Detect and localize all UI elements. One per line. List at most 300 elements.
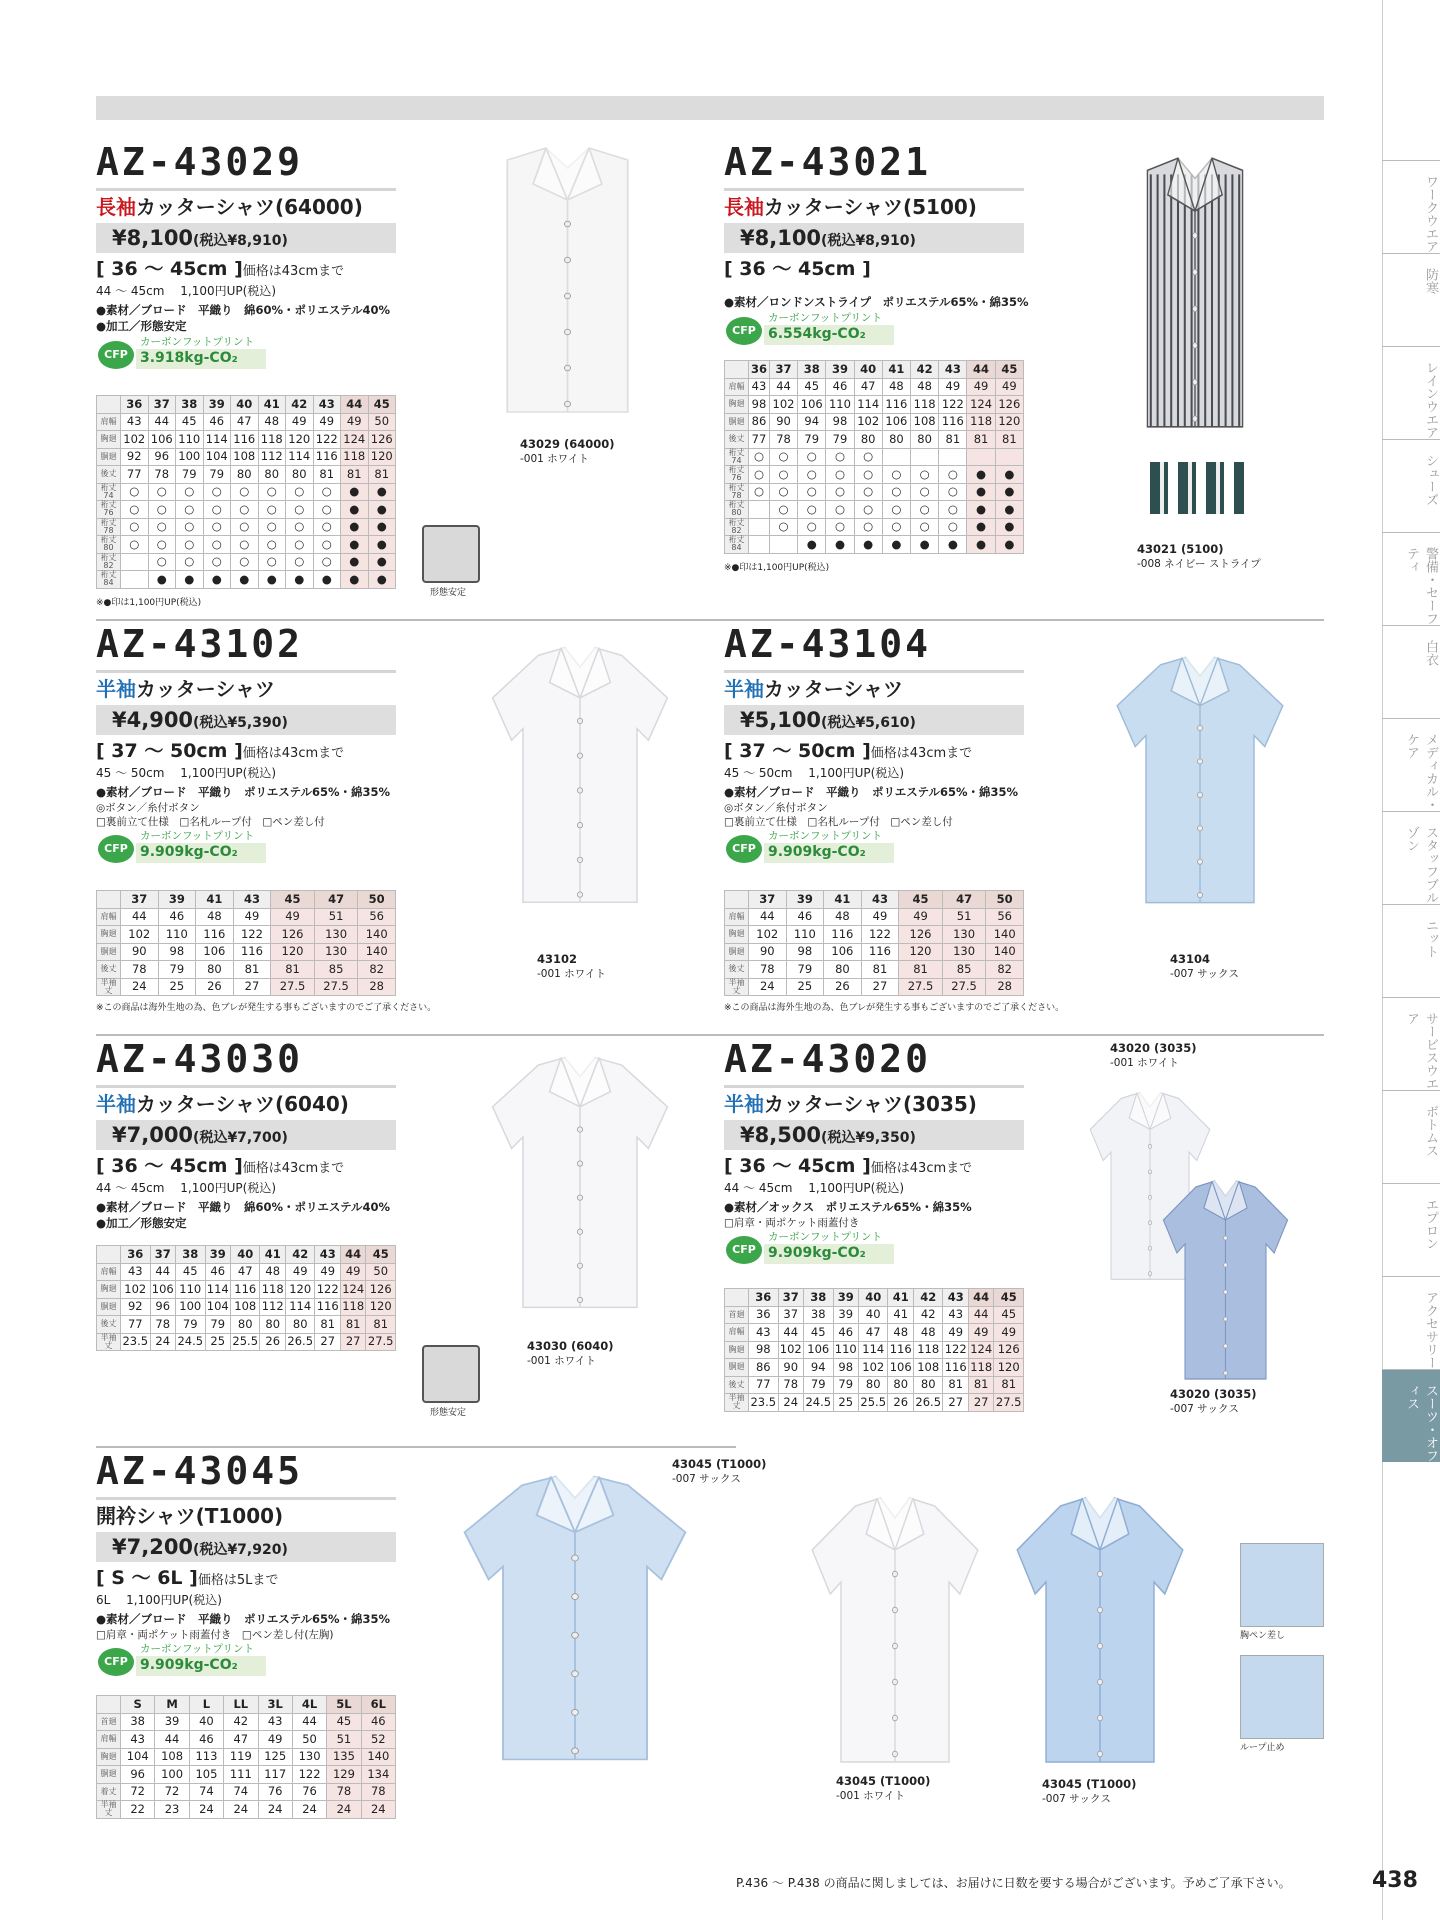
table-cell: 120 bbox=[368, 448, 396, 466]
row-label: 裄丈84 bbox=[97, 571, 121, 589]
table-cell: 26 bbox=[888, 1394, 913, 1412]
size-note: 価格は5Lまで bbox=[197, 1573, 279, 1588]
price: ¥4,900 bbox=[112, 708, 194, 732]
table-cell: 130 bbox=[314, 943, 358, 961]
table-cell: 140 bbox=[986, 943, 1024, 961]
table-cell: ○ bbox=[798, 466, 826, 484]
table-cell: ○ bbox=[854, 501, 882, 519]
table-cell: 43 bbox=[121, 1263, 151, 1281]
table-cell: ○ bbox=[121, 536, 149, 554]
table-cell: 102 bbox=[749, 926, 787, 944]
table-cell: 118 bbox=[913, 1341, 943, 1359]
table-cell: 106 bbox=[824, 943, 862, 961]
table-row bbox=[725, 431, 1024, 449]
table-cell: 98 bbox=[786, 943, 824, 961]
row-label: 裄丈76 bbox=[97, 501, 121, 519]
table-cell: 106 bbox=[803, 1341, 833, 1359]
table-cell: 46 bbox=[361, 1713, 395, 1731]
table-cell bbox=[121, 571, 149, 589]
side-tab[interactable]: スタッフブルゾン bbox=[1382, 811, 1440, 904]
table-cell: ● bbox=[286, 571, 314, 589]
table-cell: ○ bbox=[203, 501, 231, 519]
table-cell: ● bbox=[231, 571, 259, 589]
table-header: 41 bbox=[196, 891, 234, 909]
table-cell: 81 bbox=[968, 1376, 993, 1394]
price-tax: (税込¥7,920) bbox=[193, 1542, 288, 1558]
sleeve-type: 長袖 bbox=[96, 195, 136, 219]
product-name: 開衿シャツ(T1000) bbox=[96, 1504, 284, 1528]
row-label: 裄丈82 bbox=[725, 518, 749, 536]
table-row bbox=[725, 978, 1024, 996]
product-title bbox=[96, 1094, 349, 1114]
table-cell: 106 bbox=[150, 1281, 175, 1299]
table-cell: 119 bbox=[224, 1748, 258, 1766]
caption-code: 43020 (3035) bbox=[1170, 1387, 1257, 1401]
table-cell: 124 bbox=[968, 1341, 993, 1359]
side-tab[interactable]: シューズ bbox=[1382, 439, 1440, 532]
cfp-badge: CFP bbox=[98, 1648, 134, 1676]
section-divider bbox=[724, 619, 1324, 621]
material-spec: ●素材／ブロード 平織り ポリエステル65%・綿35% bbox=[96, 1612, 391, 1626]
table-cell: ● bbox=[176, 571, 204, 589]
shirt-image bbox=[805, 1490, 985, 1770]
table-cell: ○ bbox=[769, 483, 797, 501]
side-tab[interactable]: ニット bbox=[1382, 904, 1440, 997]
table-row bbox=[725, 1359, 1024, 1377]
shirt-image bbox=[1110, 150, 1280, 435]
table-row bbox=[725, 908, 1024, 926]
table-cell: 38 bbox=[803, 1306, 833, 1324]
table-header: 37 bbox=[778, 1289, 803, 1307]
table-header: 38 bbox=[803, 1289, 833, 1307]
table-cell: 108 bbox=[230, 1298, 260, 1316]
side-tab[interactable]: サービスウエア bbox=[1382, 997, 1440, 1090]
cfp-value: 9.909kg-CO₂ bbox=[136, 1656, 266, 1676]
table-cell: ○ bbox=[203, 483, 231, 501]
table-cell: 49 bbox=[340, 1263, 365, 1281]
side-tab[interactable]: 防寒 bbox=[1382, 253, 1440, 346]
table-cell: 44 bbox=[968, 1306, 993, 1324]
table-cell: 81 bbox=[313, 466, 341, 484]
table-cell: 77 bbox=[749, 1376, 779, 1394]
table-cell: ○ bbox=[769, 518, 797, 536]
table-cell: 78 bbox=[327, 1783, 361, 1801]
product-name: カッターシャツ(3035) bbox=[764, 1092, 977, 1116]
fabric-swatch bbox=[1150, 462, 1244, 514]
row-label: 胸廻 bbox=[97, 926, 121, 944]
table-cell: ○ bbox=[231, 536, 259, 554]
table-row bbox=[97, 1766, 396, 1784]
table-cell: 129 bbox=[327, 1766, 361, 1784]
table-header: M bbox=[155, 1696, 189, 1714]
side-tab[interactable]: 白衣 bbox=[1382, 625, 1440, 718]
table-cell: 72 bbox=[121, 1783, 155, 1801]
cfp-badge: CFP bbox=[726, 1236, 762, 1264]
cfp-label: カーボンフットプリント bbox=[768, 312, 883, 324]
table-row bbox=[97, 961, 396, 979]
table-cell: 79 bbox=[826, 431, 854, 449]
side-tab[interactable]: レインウエア bbox=[1382, 346, 1440, 439]
table-cell: 46 bbox=[205, 1263, 230, 1281]
row-label: 肩幅 bbox=[97, 1731, 121, 1749]
table-cell: ● bbox=[368, 501, 396, 519]
option-line: □肩章・両ポケット雨蓋付き bbox=[724, 1217, 860, 1229]
table-cell: ○ bbox=[148, 518, 176, 536]
corner-cell bbox=[725, 891, 749, 909]
table-cell: ○ bbox=[231, 553, 259, 571]
table-cell: ○ bbox=[882, 501, 910, 519]
table-header: 47 bbox=[942, 891, 986, 909]
side-tab[interactable]: アクセサリー bbox=[1382, 1276, 1440, 1369]
table-cell: 39 bbox=[155, 1713, 189, 1731]
table-cell: 94 bbox=[798, 413, 826, 431]
table-cell: 140 bbox=[358, 943, 396, 961]
table-cell: 80 bbox=[196, 961, 234, 979]
cfp-label: カーボンフットプリント bbox=[768, 1231, 883, 1243]
section-divider bbox=[724, 1034, 1324, 1036]
table-cell: ○ bbox=[258, 536, 286, 554]
icon-label: 形態安定 bbox=[430, 588, 467, 598]
price-box bbox=[96, 1532, 396, 1562]
table-cell: 27.5 bbox=[942, 978, 986, 996]
table-header: 45 bbox=[368, 396, 396, 414]
price-box bbox=[96, 705, 396, 735]
table-cell: 90 bbox=[778, 1359, 803, 1377]
table-cell: ○ bbox=[854, 483, 882, 501]
table-cell: 24 bbox=[150, 1333, 175, 1351]
table-cell: 122 bbox=[939, 396, 967, 414]
row-label: 半袖丈 bbox=[97, 978, 121, 996]
row-label: 肩幅 bbox=[725, 908, 749, 926]
table-cell: 49 bbox=[271, 908, 315, 926]
table-cell: ○ bbox=[121, 501, 149, 519]
table-cell: 49 bbox=[967, 378, 995, 396]
row-label: 後丈 bbox=[725, 1376, 749, 1394]
product-name: カッターシャツ bbox=[764, 677, 903, 701]
table-row bbox=[725, 483, 1024, 501]
row-label: 半袖丈 bbox=[97, 1333, 121, 1351]
table-cell: 45 bbox=[994, 1306, 1024, 1324]
table-cell: 49 bbox=[233, 908, 271, 926]
row-label: 半袖丈 bbox=[97, 1801, 121, 1819]
table-header: 37 bbox=[121, 891, 159, 909]
table-cell: ● bbox=[967, 466, 995, 484]
table-header: LL bbox=[224, 1696, 258, 1714]
model-number: AZ-43102 bbox=[96, 622, 304, 666]
table-cell: ○ bbox=[939, 501, 967, 519]
model-number: AZ-43029 bbox=[96, 140, 304, 184]
sleeve-type: 半袖 bbox=[724, 677, 764, 701]
image-caption bbox=[836, 1775, 930, 1803]
model-underline bbox=[724, 188, 1024, 191]
image-caption bbox=[672, 1458, 766, 1486]
table-cell: 122 bbox=[292, 1766, 326, 1784]
table-cell: 46 bbox=[189, 1731, 223, 1749]
size-table bbox=[96, 395, 396, 589]
table-cell: 78 bbox=[150, 1316, 175, 1334]
table-cell: 116 bbox=[231, 431, 259, 449]
table-header: 38 bbox=[176, 396, 204, 414]
footer-note: P.436 ～ P.438 の商品に関しましては、お届けに日数を要する場合がございます。予めご了承下さい。 bbox=[736, 1876, 1291, 1890]
table-cell: 27 bbox=[340, 1333, 365, 1351]
side-tab[interactable]: 警備・セーフティ bbox=[1382, 532, 1440, 625]
table-row bbox=[97, 943, 396, 961]
corner-cell bbox=[97, 1696, 121, 1714]
table-cell: 108 bbox=[231, 448, 259, 466]
side-tab[interactable]: エプロン bbox=[1382, 1183, 1440, 1276]
table-header: 37 bbox=[148, 396, 176, 414]
table-cell: 76 bbox=[258, 1783, 292, 1801]
table-cell: 122 bbox=[233, 926, 271, 944]
detail-image bbox=[1240, 1655, 1324, 1739]
side-tab[interactable]: メディカル・ケア bbox=[1382, 718, 1440, 811]
table-cell: 24 bbox=[749, 978, 787, 996]
table-cell: 120 bbox=[366, 1298, 396, 1316]
table-cell: 41 bbox=[888, 1306, 913, 1324]
table-header: 37 bbox=[150, 1246, 175, 1264]
table-header: 39 bbox=[205, 1246, 230, 1264]
table-cell: ● bbox=[967, 536, 995, 554]
sleeve-type: 半袖 bbox=[96, 1092, 136, 1116]
table-cell: 125 bbox=[258, 1748, 292, 1766]
table-cell: 81 bbox=[994, 1376, 1024, 1394]
table-cell: 81 bbox=[861, 961, 899, 979]
row-label: 首廻 bbox=[725, 1306, 749, 1324]
table-cell: ○ bbox=[176, 536, 204, 554]
table-cell: 105 bbox=[189, 1766, 223, 1784]
table-cell: 79 bbox=[833, 1376, 858, 1394]
table-cell: 80 bbox=[882, 431, 910, 449]
table-cell: 49 bbox=[285, 1263, 315, 1281]
table-cell: 80 bbox=[911, 431, 939, 449]
table-header: 39 bbox=[826, 361, 854, 379]
table-cell: 25 bbox=[205, 1333, 230, 1351]
table-cell: 92 bbox=[121, 1298, 151, 1316]
table-cell: 24 bbox=[292, 1801, 326, 1819]
table-cell: ● bbox=[967, 483, 995, 501]
table-cell: 49 bbox=[341, 413, 369, 431]
row-label: 裄丈78 bbox=[725, 483, 749, 501]
table-cell: ○ bbox=[176, 553, 204, 571]
table-cell: 42 bbox=[224, 1713, 258, 1731]
product-title bbox=[96, 197, 363, 217]
caption-code: 43045 (T1000) bbox=[836, 1774, 931, 1788]
table-cell: 122 bbox=[315, 1281, 340, 1299]
size-value: [ 36 ～ 45cm ] bbox=[724, 258, 871, 280]
table-cell: ○ bbox=[854, 518, 882, 536]
table-cell: 78 bbox=[121, 961, 159, 979]
row-label: 着丈 bbox=[97, 1783, 121, 1801]
table-header: 43 bbox=[233, 891, 271, 909]
side-tab[interactable]: スーツ・オフィス bbox=[1382, 1369, 1440, 1462]
size-table bbox=[724, 1288, 1024, 1412]
table-cell: 86 bbox=[749, 1359, 779, 1377]
table-cell: 80 bbox=[888, 1376, 913, 1394]
size-upcharge: 44 ～ 45cm 1,100円UP(税込) bbox=[96, 284, 277, 298]
size-range bbox=[96, 1157, 344, 1176]
table-cell: ○ bbox=[258, 553, 286, 571]
table-cell: 130 bbox=[314, 926, 358, 944]
table-cell: 40 bbox=[858, 1306, 888, 1324]
table-row bbox=[97, 501, 396, 519]
table-cell: 80 bbox=[258, 466, 286, 484]
table-cell: 77 bbox=[121, 1316, 151, 1334]
table-cell: ○ bbox=[286, 518, 314, 536]
table-cell: 50 bbox=[368, 413, 396, 431]
table-cell: 100 bbox=[175, 1298, 205, 1316]
table-row bbox=[725, 466, 1024, 484]
table-cell: 48 bbox=[196, 908, 234, 926]
table-cell: 28 bbox=[986, 978, 1024, 996]
table-cell bbox=[121, 553, 149, 571]
table-cell: ● bbox=[368, 536, 396, 554]
model-number: AZ-43030 bbox=[96, 1037, 304, 1081]
table-cell: ○ bbox=[798, 501, 826, 519]
table-cell: 124 bbox=[967, 396, 995, 414]
table-cell: 78 bbox=[769, 431, 797, 449]
table-header: 44 bbox=[967, 361, 995, 379]
table-cell: 44 bbox=[121, 908, 159, 926]
size-value: [ S ～ 6L ] bbox=[96, 1567, 198, 1589]
table-cell: 80 bbox=[824, 961, 862, 979]
table-cell: ● bbox=[341, 501, 369, 519]
image-caption bbox=[527, 1340, 614, 1368]
table-cell: 46 bbox=[826, 378, 854, 396]
table-cell: 22 bbox=[121, 1801, 155, 1819]
cfp-badge: CFP bbox=[726, 835, 762, 863]
price: ¥7,200 bbox=[112, 1535, 194, 1559]
table-cell: 25 bbox=[158, 978, 196, 996]
table-cell: ○ bbox=[203, 536, 231, 554]
table-cell: 27 bbox=[315, 1333, 340, 1351]
table-cell: 48 bbox=[258, 413, 286, 431]
header-bar bbox=[96, 96, 1324, 120]
table-cell: 96 bbox=[121, 1766, 155, 1784]
table-cell: 27.5 bbox=[271, 978, 315, 996]
table-cell: 56 bbox=[358, 908, 396, 926]
table-cell: 26 bbox=[824, 978, 862, 996]
table-cell: 116 bbox=[315, 1298, 340, 1316]
cfp-value: 9.909kg-CO₂ bbox=[136, 843, 266, 863]
table-cell: 120 bbox=[994, 1359, 1024, 1377]
table-cell: 100 bbox=[176, 448, 204, 466]
table-header: 42 bbox=[286, 396, 314, 414]
product-title bbox=[724, 197, 977, 217]
model-number: AZ-43104 bbox=[724, 622, 932, 666]
table-row bbox=[725, 378, 1024, 396]
table-cell: 118 bbox=[341, 448, 369, 466]
table-cell: 24 bbox=[189, 1801, 223, 1819]
table-cell: 98 bbox=[749, 1341, 779, 1359]
table-footnote: ※●印は1,100円UP(税込) bbox=[96, 598, 202, 608]
table-header: 43 bbox=[315, 1246, 340, 1264]
model-underline bbox=[724, 670, 1024, 673]
table-cell: 25 bbox=[786, 978, 824, 996]
table-cell: 116 bbox=[824, 926, 862, 944]
table-cell: 28 bbox=[358, 978, 396, 996]
caption-code: 43104 bbox=[1170, 952, 1211, 966]
material-spec: ●素材／ブロード 平織り 綿60%・ポリエステル40% bbox=[96, 1200, 391, 1214]
table-row bbox=[725, 1324, 1024, 1342]
size-note: 価格は43cmまで bbox=[242, 746, 345, 761]
side-tab[interactable]: ボトムス bbox=[1382, 1090, 1440, 1183]
caption-color: -007 サックス bbox=[672, 1472, 741, 1485]
table-cell: ● bbox=[854, 536, 882, 554]
table-cell: 140 bbox=[361, 1748, 395, 1766]
caption-code: 43045 (T1000) bbox=[672, 1457, 767, 1471]
table-cell: ● bbox=[368, 571, 396, 589]
table-header: S bbox=[121, 1696, 155, 1714]
table-header: 36 bbox=[749, 361, 770, 379]
table-cell: 116 bbox=[196, 926, 234, 944]
material-spec: ●素材／ロンドンストライプ ポリエステル65%・綿35% bbox=[724, 295, 1029, 309]
table-cell: ○ bbox=[121, 518, 149, 536]
table-row bbox=[97, 1281, 396, 1299]
table-cell: ○ bbox=[798, 448, 826, 466]
sleeve-type: 半袖 bbox=[724, 1092, 764, 1116]
table-cell: ○ bbox=[313, 501, 341, 519]
table-cell: ○ bbox=[148, 536, 176, 554]
size-note: 価格は43cmまで bbox=[242, 1161, 345, 1176]
table-header: 40 bbox=[231, 396, 259, 414]
table-cell: ○ bbox=[148, 501, 176, 519]
side-tab[interactable]: ワークウエア bbox=[1382, 160, 1440, 253]
price: ¥8,100 bbox=[740, 226, 822, 250]
table-cell: ○ bbox=[854, 448, 882, 466]
table-cell: 24 bbox=[778, 1394, 803, 1412]
caption-code: 43030 (6040) bbox=[527, 1339, 614, 1353]
table-cell: 47 bbox=[858, 1324, 888, 1342]
table-cell: ○ bbox=[749, 448, 770, 466]
table-cell: ● bbox=[967, 501, 995, 519]
table-cell: 25.5 bbox=[858, 1394, 888, 1412]
table-cell: 82 bbox=[358, 961, 396, 979]
size-note: 価格は43cmまで bbox=[242, 264, 345, 279]
table-header: 45 bbox=[366, 1246, 396, 1264]
material-spec: ●素材／ブロード 平織り ポリエステル65%・綿35% bbox=[724, 785, 1019, 799]
table-cell: 80 bbox=[854, 431, 882, 449]
table-header: 37 bbox=[749, 891, 787, 909]
table-cell: ○ bbox=[826, 518, 854, 536]
table-header: 37 bbox=[769, 361, 797, 379]
table-cell: ● bbox=[995, 501, 1023, 519]
table-cell: 79 bbox=[176, 466, 204, 484]
table-cell: 81 bbox=[340, 1316, 365, 1334]
row-label: 胴廻 bbox=[97, 448, 121, 466]
image-caption bbox=[1042, 1778, 1136, 1806]
table-cell: 26.5 bbox=[285, 1333, 315, 1351]
table-cell: 104 bbox=[205, 1298, 230, 1316]
shirt-image bbox=[455, 1468, 695, 1768]
table-cell: 50 bbox=[366, 1263, 396, 1281]
table-cell: 116 bbox=[882, 396, 910, 414]
table-cell: 118 bbox=[968, 1359, 993, 1377]
table-cell: 45 bbox=[327, 1713, 361, 1731]
product-name: カッターシャツ(5100) bbox=[764, 195, 977, 219]
table-cell: 48 bbox=[913, 1324, 943, 1342]
table-cell: 110 bbox=[786, 926, 824, 944]
table-cell: 81 bbox=[315, 1316, 340, 1334]
caption-color: -001 ホワイト bbox=[1110, 1056, 1179, 1069]
table-cell: 81 bbox=[939, 431, 967, 449]
cfp-badge: CFP bbox=[726, 317, 762, 345]
row-label: 胴廻 bbox=[725, 413, 749, 431]
product-title bbox=[96, 679, 275, 699]
material-spec: ●素材／ブロード 平織り ポリエステル65%・綿35% bbox=[96, 785, 391, 799]
table-header: 43 bbox=[313, 396, 341, 414]
table-header: 40 bbox=[230, 1246, 260, 1264]
table-cell: ○ bbox=[121, 483, 149, 501]
